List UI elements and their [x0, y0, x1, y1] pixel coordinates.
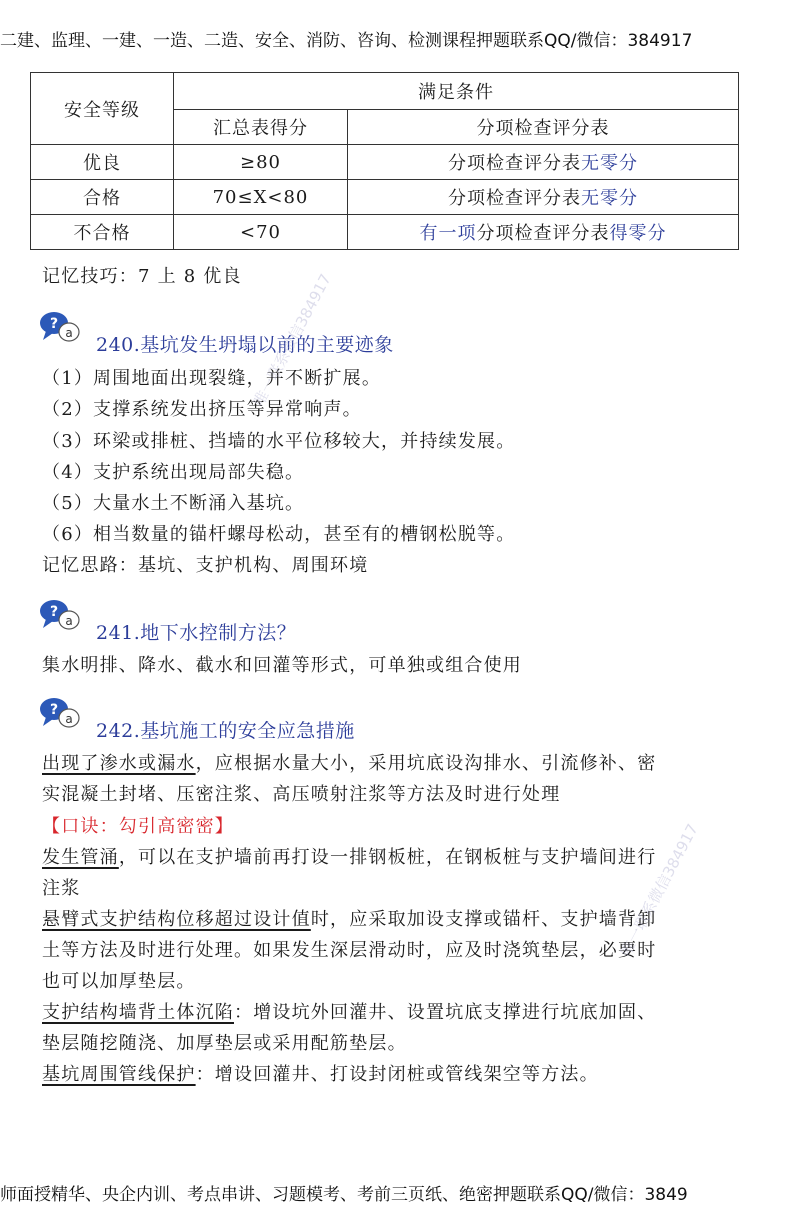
list-item: （5）大量水土不断涌入基坑。: [42, 493, 305, 514]
footer-banner: 师面授精华、央企内训、考点串讲、习题模考、考前三页纸、绝密押题联系QQ/微信：3849: [0, 1185, 688, 1205]
list-item: （2）支撑系统发出挤压等异常响声。: [42, 399, 362, 420]
header-conditions: 满足条件: [174, 73, 739, 110]
score-cell: 70≤X<80: [174, 180, 348, 215]
watermark: 唯一联系微信384917: [249, 270, 335, 410]
paragraph-line: 出现了渗水或漏水，应根据水量大小，采用坑底设沟排水、引流修补、密: [42, 753, 657, 774]
header-safety-grade: 安全等级: [31, 73, 174, 145]
question-242-title: 242.基坑施工的安全应急措施: [96, 720, 355, 742]
paragraph-line: 注浆: [42, 878, 81, 899]
watermark: 唯一联系微信384917: [616, 820, 702, 960]
table-row: [31, 180, 739, 215]
list-item: （1）周围地面出现裂缝，并不断扩展。: [42, 368, 382, 389]
svg-text:a: a: [65, 712, 73, 726]
question-240-title: 240.基坑发生坍塌以前的主要迹象: [96, 334, 394, 356]
list-item: （6）相当数量的锚杆螺母松动，甚至有的槽钢松脱等。: [42, 524, 516, 545]
paragraph-line: 也可以加厚垫层。: [42, 971, 196, 992]
paragraph-line: 基坑周围管线保护：增设回灌井、打设封闭桩或管线架空等方法。: [42, 1064, 599, 1085]
condition-cell: 分项检查评分表无零分: [348, 180, 739, 215]
list-item: （3）环梁或排桩、挡墙的水平位移较大，并持续发展。: [42, 431, 516, 452]
paragraph-line: 发生管涌，可以在支护墙前再打设一排钢板桩，在钢板桩与支护墙间进行: [42, 847, 657, 868]
memory-tip: 记忆技巧：7 上 8 优良: [42, 266, 242, 287]
header-banner: 二建、监理、一建、一造、二造、安全、消防、咨询、检测课程押题联系QQ/微信：384917: [0, 31, 693, 51]
safety-grade-table: [30, 72, 739, 250]
condition-cell: 有一项分项检查评分表得零分: [348, 215, 739, 250]
grade-cell: 合格: [31, 180, 174, 215]
svg-text:?: ?: [49, 316, 59, 332]
answer-text: 集水明排、降水、截水和回灌等形式，可单独或组合使用: [42, 655, 522, 676]
grade-cell: 优良: [31, 145, 174, 180]
memory-note: 记忆思路：基坑、支护机构、周围环境: [42, 555, 369, 576]
list-item: （4）支护系统出现局部失稳。: [42, 462, 305, 483]
score-cell: <70: [174, 215, 348, 250]
svg-text:?: ?: [49, 702, 59, 718]
svg-text:?: ?: [49, 604, 59, 620]
score-cell: ≥80: [174, 145, 348, 180]
paragraph-line: 垫层随挖随浇、加厚垫层或采用配筋垫层。: [42, 1033, 407, 1054]
header-summary-score: 汇总表得分: [174, 110, 348, 145]
table-row: [31, 145, 739, 180]
question-icon: [38, 310, 82, 344]
paragraph-line: 支护结构墙背土体沉陷：增设坑外回灌井、设置坑底支撑进行坑底加固、: [42, 1002, 657, 1023]
condition-cell: 分项检查评分表无零分: [348, 145, 739, 180]
svg-text:a: a: [65, 614, 73, 628]
paragraph-line: 土等方法及时进行处理。如果发生深层滑动时，应及时浇筑垫层，必要时: [42, 940, 657, 961]
svg-text:a: a: [65, 326, 73, 340]
grade-cell: 不合格: [31, 215, 174, 250]
mnemonic: 【口诀：勾引高密密】: [42, 816, 234, 837]
table-header-row: [31, 73, 739, 110]
question-icon: [38, 696, 82, 730]
table-row: [31, 215, 739, 250]
question-241-title: 241.地下水控制方法？: [96, 622, 297, 644]
question-icon: [38, 598, 82, 632]
paragraph-line: 实混凝土封堵、压密注浆、高压喷射注浆等方法及时进行处理: [42, 784, 561, 805]
header-item-table: 分项检查评分表: [348, 110, 739, 145]
paragraph-line: 悬臂式支护结构位移超过设计值时，应采取加设支撑或锚杆、支护墙背卸: [42, 909, 657, 930]
